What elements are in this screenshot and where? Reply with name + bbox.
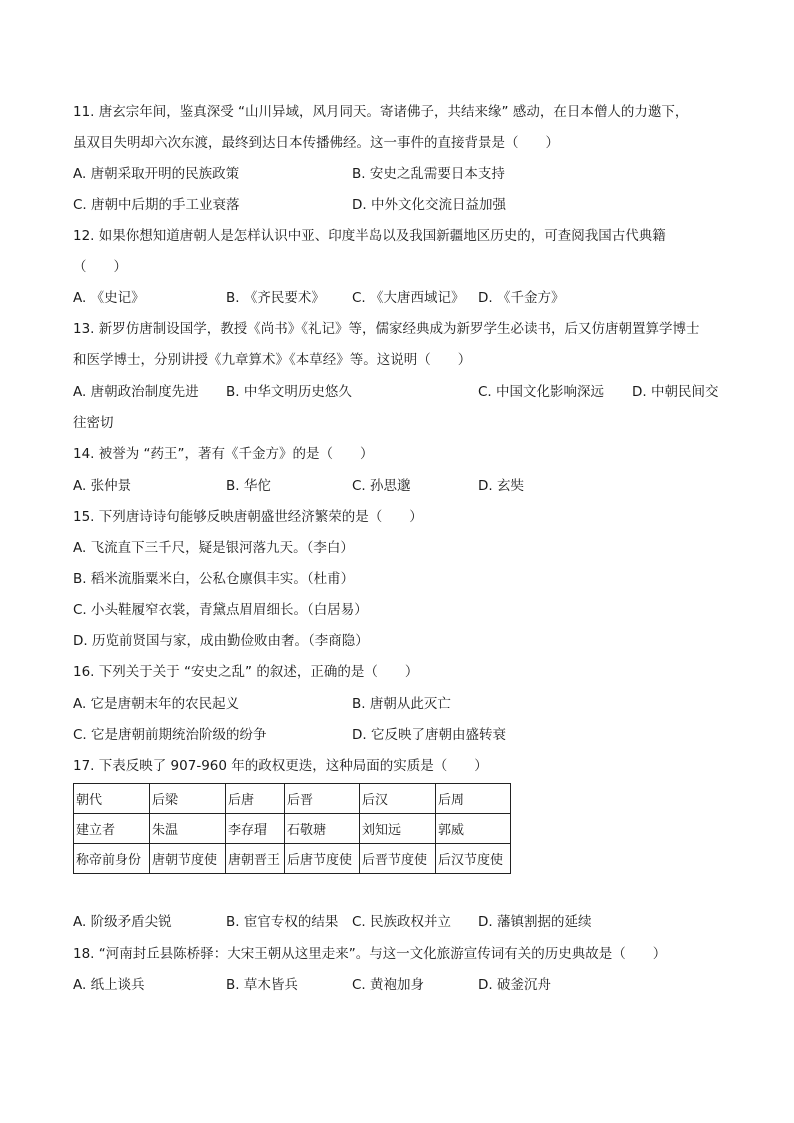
question-14-option-c: C. 孙思邈	[352, 478, 411, 494]
question-13-option-b: B. 中华文明历史悠久	[226, 384, 352, 400]
question-13-stem-line-1: 13. 新罗仿唐制设国学，教授《尚书》《礼记》等，儒家经典成为新罗学生必读书，后又仿唐朝置算学博士	[73, 321, 700, 337]
table-row	[74, 784, 511, 814]
question-15-stem: 15. 下列唐诗诗句能够反映唐朝盛世经济繁荣的是（ ）	[73, 509, 423, 525]
question-16-option-c: C. 它是唐朝前期统治阶级的纷争	[73, 727, 267, 743]
table-cell: 刘知远	[360, 814, 436, 844]
question-14-option-a: A. 张仲景	[73, 478, 132, 494]
question-14-option-b: B. 华佗	[226, 478, 271, 494]
question-18-stem: 18. “河南封丘县陈桥驿：大宋王朝从这里走来”。与这一文化旅游宣传词有关的历史典故是（ ）	[73, 946, 667, 962]
table-cell: 后唐节度使	[285, 844, 360, 874]
table-cell: 后汉	[360, 784, 436, 814]
question-12-stem-line-1: 12. 如果你想知道唐朝人是怎样认识中亚、印度半岛以及我国新疆地区历史的，可查阅我国古代典籍	[73, 228, 666, 244]
table-cell: 朝代	[74, 784, 150, 814]
question-15-option-d: D. 历览前贤国与家，成由勤俭败由奢。（李商隐）	[73, 633, 369, 649]
question-11-option-d: D. 中外文化交流日益加强	[352, 197, 506, 213]
table-cell: 建立者	[74, 814, 150, 844]
table-cell: 唐朝晋王	[226, 844, 285, 874]
table-row	[74, 814, 511, 844]
table-cell: 后梁	[150, 784, 226, 814]
question-13-option-d-wrap: 往密切	[73, 415, 114, 431]
table-cell: 后周	[436, 784, 511, 814]
question-18-option-a: A. 纸上谈兵	[73, 977, 145, 993]
table-cell: 朱温	[150, 814, 226, 844]
table-cell: 后唐	[226, 784, 285, 814]
question-17-option-a: A. 阶级矛盾尖锐	[73, 914, 172, 930]
table-cell: 石敬瑭	[285, 814, 360, 844]
question-11-option-a: A. 唐朝采取开明的民族政策	[73, 166, 240, 182]
question-16-stem: 16. 下列关于关于 “安史之乱” 的叙述，正确的是（ ）	[73, 664, 419, 680]
question-12-option-b: B. 《齐民要术》	[226, 290, 325, 306]
question-17-option-d: D. 藩镇割据的延续	[478, 914, 592, 930]
table-cell: 称帝前身份	[74, 844, 150, 874]
question-13-option-c: C. 中国文化影响深远	[478, 384, 605, 400]
question-18-option-c: C. 黄袍加身	[352, 977, 425, 993]
table-cell: 后汉节度使	[436, 844, 511, 874]
question-13-option-a: A. 唐朝政治制度先进	[73, 384, 199, 400]
question-14-option-d: D. 玄奘	[478, 478, 524, 494]
table-cell: 后晋	[285, 784, 360, 814]
question-12-option-a: A. 《史记》	[73, 290, 145, 306]
question-16-option-d: D. 它反映了唐朝由盛转衰	[352, 727, 506, 743]
question-17-stem: 17. 下表反映了 907-960 年的政权更迭，这种局面的实质是（ ）	[73, 758, 488, 774]
table-cell: 后晋节度使	[360, 844, 436, 874]
question-11-option-c: C. 唐朝中后期的手工业衰落	[73, 197, 240, 213]
question-15-option-b: B. 稻米流脂粟米白，公私仓廪俱丰实。（杜甫）	[73, 571, 355, 587]
question-16-option-a: A. 它是唐朝末年的农民起义	[73, 696, 240, 712]
question-11-option-b: B. 安史之乱需要日本支持	[352, 166, 505, 182]
question-14-stem: 14. 被誉为 “药王”，著有《千金方》的是（ ）	[73, 446, 374, 462]
table-cell: 唐朝节度使	[150, 844, 226, 874]
question-13-stem-line-2: 和医学博士，分别讲授《九章算术》《本草经》等。这说明（ ）	[73, 352, 472, 368]
question-15-option-c: C. 小头鞋履窄衣裳，青黛点眉眉细长。（白居易）	[73, 602, 368, 618]
question-12-stem-line-2: （ ）	[73, 259, 127, 275]
question-11-stem-line-1: 11. 唐玄宗年间，鉴真深受 “山川异域，风月同天。寄诸佛子，共结来缘” 感动，在日本僧人的力邀下，	[73, 104, 689, 120]
dynasty-table	[73, 783, 511, 874]
table-cell: 李存瑁	[226, 814, 285, 844]
table-row	[74, 844, 511, 874]
question-11-stem-line-2: 虽双目失明却六次东渡，最终到达日本传播佛经。这一事件的直接背景是（ ）	[73, 135, 559, 151]
question-17-option-c: C. 民族政权并立	[352, 914, 452, 930]
question-15-option-a: A. 飞流直下三千尺，疑是银河落九天。（李白）	[73, 540, 354, 556]
table-cell: 郭威	[436, 814, 511, 844]
question-12-option-d: D. 《千金方》	[478, 290, 565, 306]
question-16-option-b: B. 唐朝从此灭亡	[352, 696, 451, 712]
question-17-option-b: B. 宦官专权的结果	[226, 914, 339, 930]
question-18-option-b: B. 草木皆兵	[226, 977, 298, 993]
question-18-option-d: D. 破釜沉舟	[478, 977, 551, 993]
question-12-option-c: C. 《大唐西域记》	[352, 290, 465, 306]
question-13-option-d: D. 中朝民间交	[632, 384, 719, 400]
